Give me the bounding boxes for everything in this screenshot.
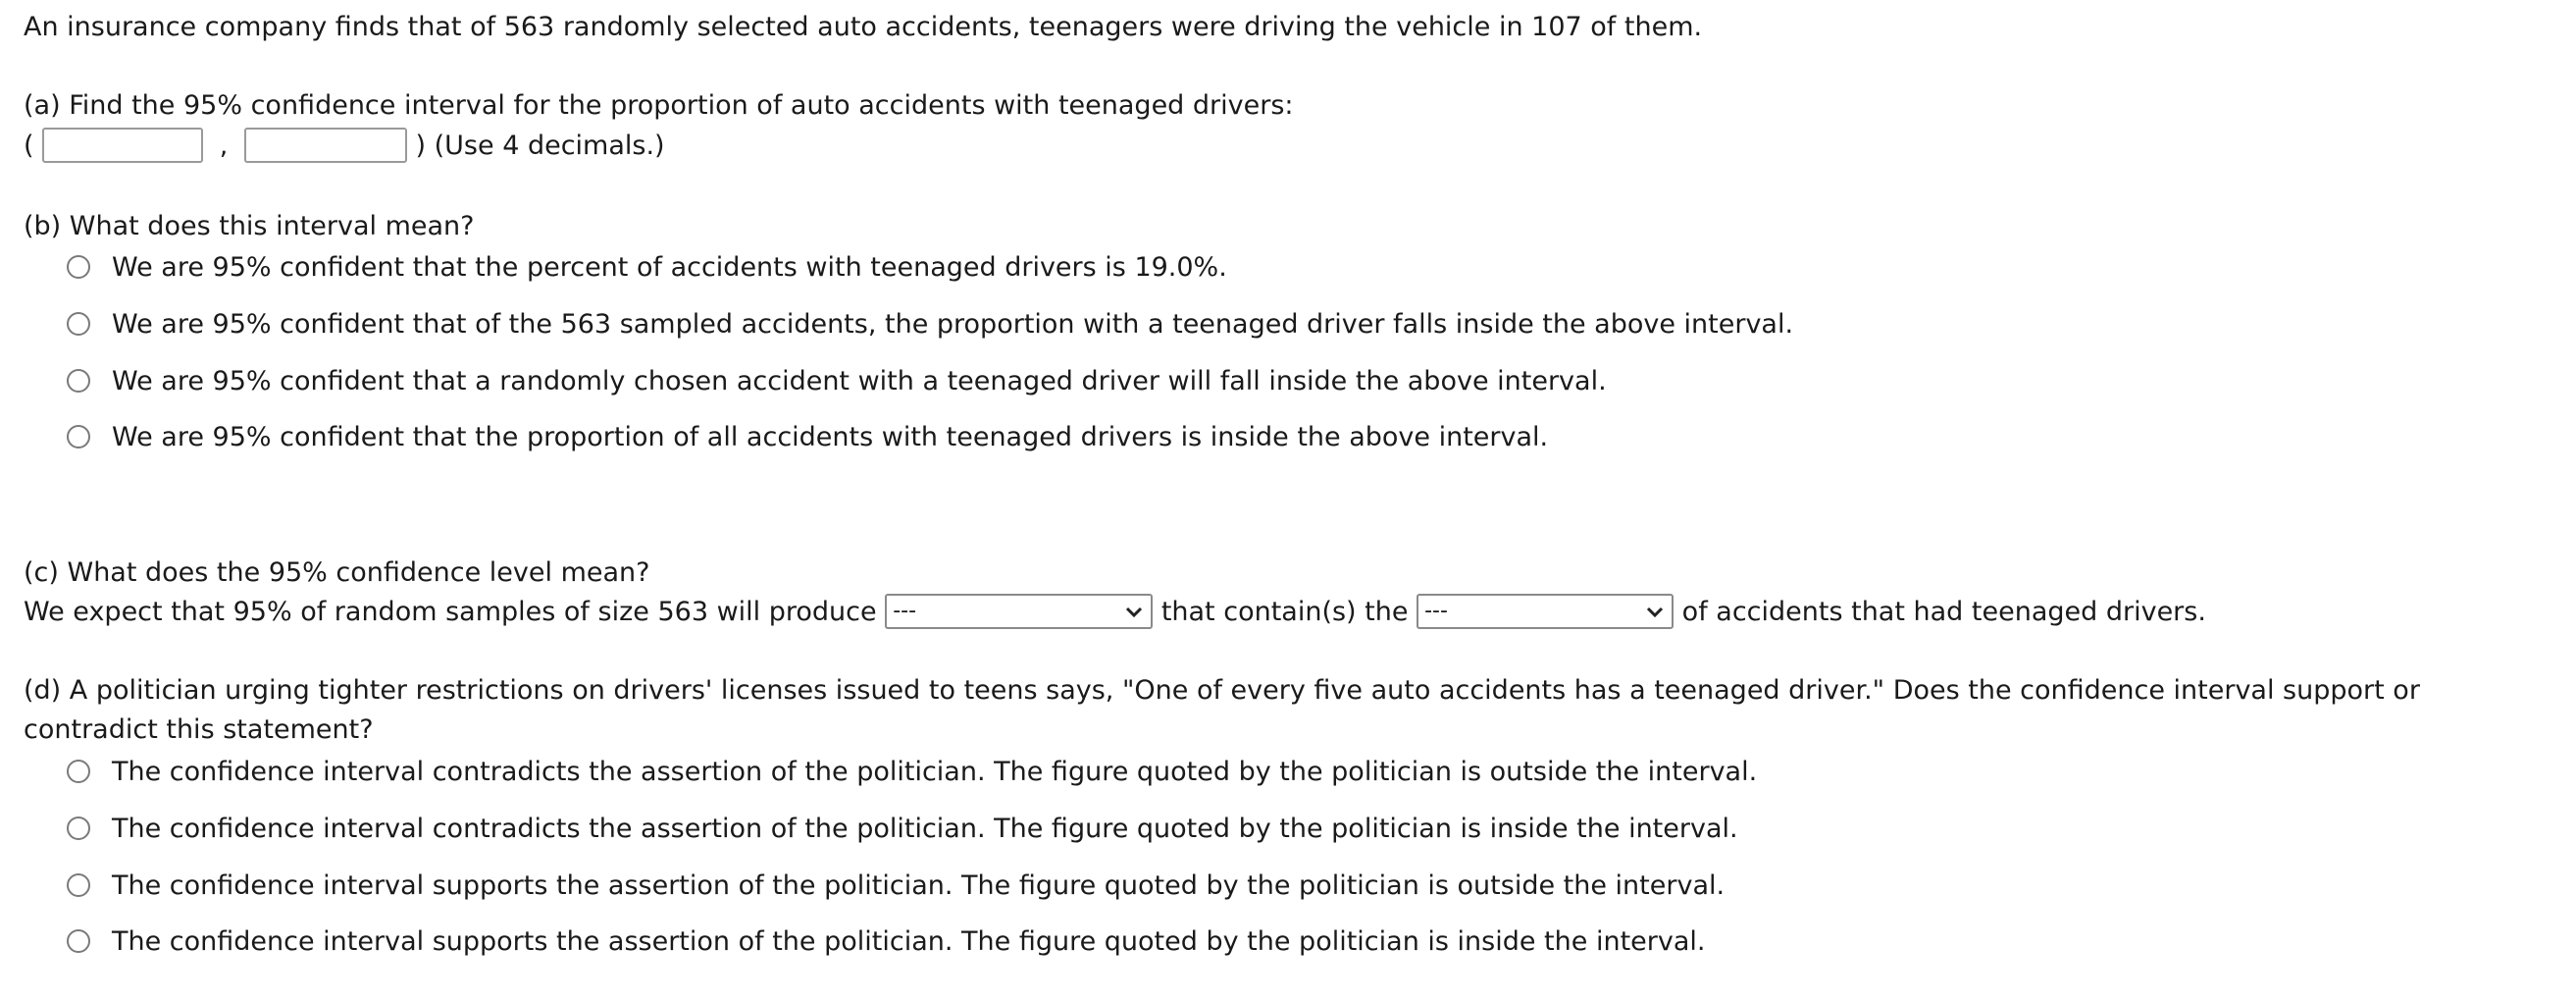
radio-icon[interactable] xyxy=(67,255,90,279)
option-label: We are 95% confident that the proportion of all accidents with teenaged drivers is inside the above interval. xyxy=(112,422,1549,452)
option-label: The confidence interval contradicts the assertion of the politician. The figure quoted by the politician is inside the interval. xyxy=(112,814,1738,844)
ci-lower-input[interactable] xyxy=(42,128,203,163)
part-d-option-2[interactable] xyxy=(67,810,1738,849)
ci-upper-input[interactable] xyxy=(244,128,407,163)
close-paren-hint: ) (Use 4 decimals.) xyxy=(415,131,665,161)
dropdown-value: --- xyxy=(1424,598,1448,623)
part-b-option-4[interactable] xyxy=(67,418,1548,457)
part-d-prompt: (d) A politician urging tighter restrictions on drivers' licenses issued to teens says, "One of every five auto accidents has a teenaged driver." Does the confidence interval support or contradict this statement? xyxy=(24,675,2420,745)
option-label: The confidence interval supports the assertion of the politician. The figure quoted by the politician is outside the interval. xyxy=(112,870,1726,901)
option-label: We are 95% confident that of the 563 sampled accidents, the proportion with a teenaged driver falls inside the above interval. xyxy=(112,309,1794,340)
option-label: We are 95% confident that a randomly chosen accident with a teenaged driver will fall inside the above interval. xyxy=(112,366,1607,396)
option-label: The confidence interval contradicts the assertion of the politician. The figure quoted by the politician is outside the interval. xyxy=(112,757,1758,787)
radio-icon[interactable] xyxy=(67,760,90,783)
part-d-option-3[interactable] xyxy=(67,867,1725,906)
samples-dropdown[interactable] xyxy=(885,594,1153,629)
part-a-answer-row xyxy=(24,127,665,166)
sentence-start: We expect that 95% of random samples of size 563 will produce xyxy=(24,597,877,627)
radio-icon[interactable] xyxy=(67,312,90,336)
parameter-dropdown[interactable] xyxy=(1417,594,1674,629)
radio-icon[interactable] xyxy=(67,929,90,953)
part-a-prompt: (a) Find the 95% confidence interval for the proportion of auto accidents with teenaged drivers: xyxy=(24,90,1294,121)
dropdown-value: --- xyxy=(893,598,917,623)
part-b-prompt: (b) What does this interval mean? xyxy=(24,211,475,241)
part-c-prompt: (c) What does the 95% confidence level mean? xyxy=(24,557,650,588)
sentence-end: of accidents that had teenaged drivers. xyxy=(1681,597,2206,627)
radio-icon[interactable] xyxy=(67,369,90,393)
radio-icon[interactable] xyxy=(67,817,90,840)
comma: , xyxy=(219,131,229,161)
radio-icon[interactable] xyxy=(67,873,90,897)
option-label: We are 95% confident that the percent of accidents with teenaged drivers is 19.0%. xyxy=(112,252,1227,283)
part-b-option-2[interactable] xyxy=(67,305,1793,344)
chevron-down-icon xyxy=(1125,596,1143,627)
part-d-option-4[interactable] xyxy=(67,922,1705,962)
part-c-sentence xyxy=(24,593,2206,632)
part-b-option-3[interactable] xyxy=(67,362,1607,401)
option-label: The confidence interval supports the assertion of the politician. The figure quoted by the politician is inside the interval. xyxy=(112,926,1706,957)
radio-icon[interactable] xyxy=(67,425,90,448)
problem-intro: An insurance company finds that of 563 randomly selected auto accidents, teenagers were driving the vehicle in 107 of them. xyxy=(24,12,1703,42)
chevron-down-icon xyxy=(1646,596,1664,627)
open-paren: ( xyxy=(24,131,34,161)
part-d-option-1[interactable] xyxy=(67,753,1757,792)
sentence-mid: that contain(s) the xyxy=(1160,597,1409,627)
part-b-option-1[interactable] xyxy=(67,248,1227,288)
